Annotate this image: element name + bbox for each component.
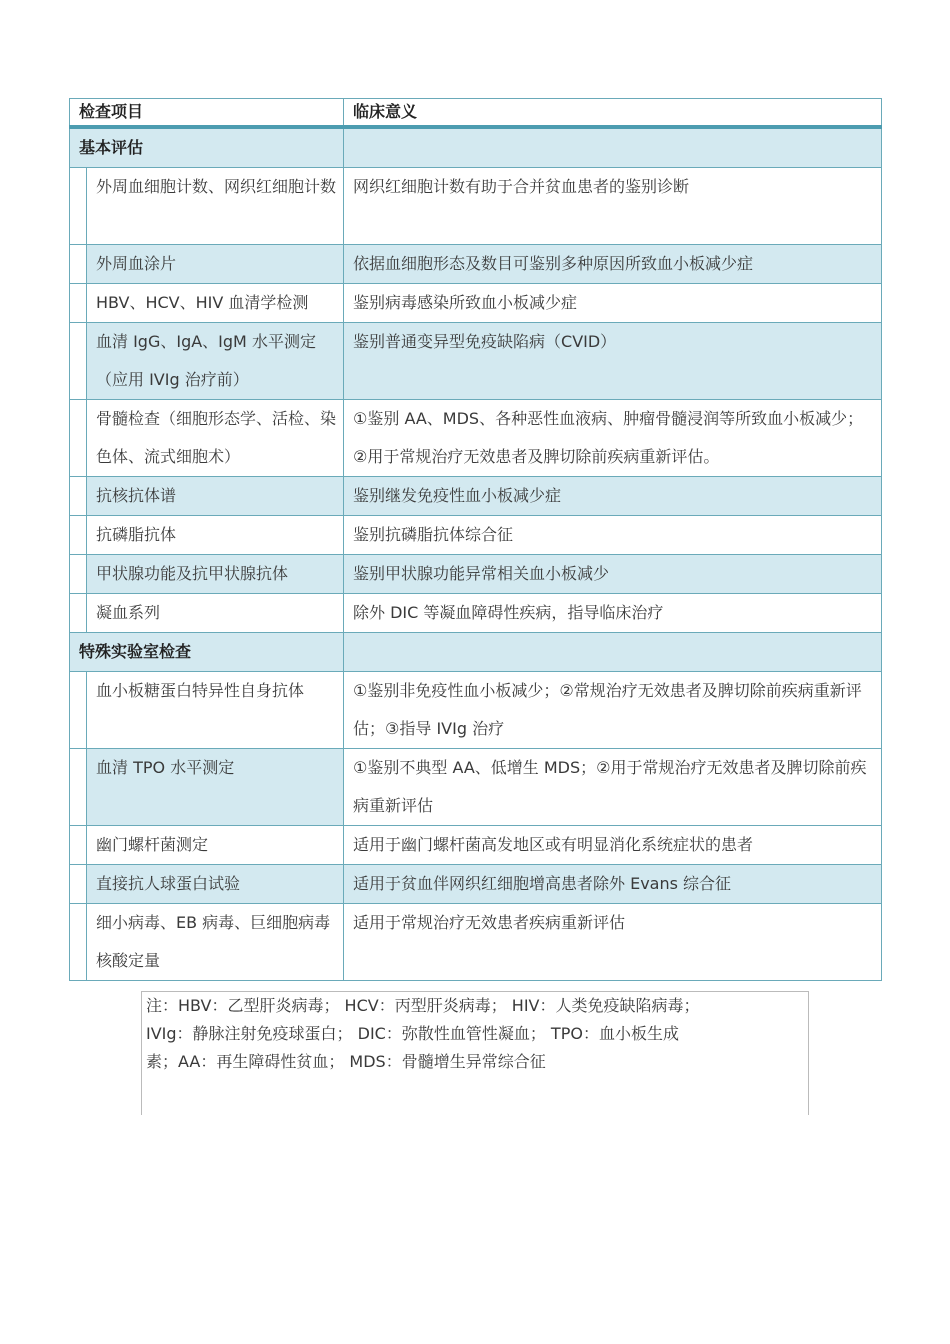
table-row bbox=[70, 245, 882, 284]
table-row bbox=[70, 168, 882, 245]
section-title: 特殊实验室检查 bbox=[79, 642, 192, 661]
header-col-meaning: 临床意义 bbox=[344, 99, 882, 128]
table-row bbox=[70, 323, 882, 400]
row-item: 幽门螺杆菌测定 bbox=[96, 835, 209, 854]
row-item: 甲状腺功能及抗甲状腺抗体 bbox=[96, 564, 289, 583]
row-meaning: 网织红细胞计数有助于合并贫血患者的鉴别诊断 bbox=[353, 177, 690, 196]
row-item: 血清 TPO 水平测定 bbox=[96, 758, 235, 777]
row-item: 抗磷脂抗体 bbox=[96, 525, 177, 544]
row-meaning: ①鉴别不典型 AA、低增生 MDS；②用于常规治疗无效患者及脾切除前疾病重新评估 bbox=[353, 758, 867, 815]
row-item: 骨髓检查（细胞形态学、活检、染色体、流式细胞术） bbox=[96, 409, 337, 466]
table-row bbox=[70, 672, 882, 749]
row-item: 细小病毒、EB 病毒、巨细胞病毒核酸定量 bbox=[96, 913, 331, 970]
section-title: 基本评估 bbox=[79, 138, 144, 157]
footnote-line: 素；AA：再生障碍性贫血； MDS：骨髓增生异常综合征 bbox=[146, 1052, 546, 1071]
header-col-item: 检查项目 bbox=[70, 99, 344, 128]
table-row bbox=[70, 865, 882, 904]
table-row bbox=[70, 826, 882, 865]
section-row bbox=[70, 127, 882, 168]
row-item: 直接抗人球蛋白试验 bbox=[96, 874, 241, 893]
row-meaning: 除外 DIC 等凝血障碍性疾病，指导临床治疗 bbox=[353, 603, 664, 622]
row-meaning: 适用于幽门螺杆菌高发地区或有明显消化系统症状的患者 bbox=[353, 835, 754, 854]
row-meaning: 鉴别继发免疫性血小板减少症 bbox=[353, 486, 562, 505]
row-meaning: 鉴别病毒感染所致血小板减少症 bbox=[353, 293, 578, 312]
table-row bbox=[70, 904, 882, 981]
row-item: 凝血系列 bbox=[96, 603, 161, 622]
table-row bbox=[70, 594, 882, 633]
row-meaning: 依据血细胞形态及数目可鉴别多种原因所致血小板减少症 bbox=[353, 254, 754, 273]
row-meaning: 鉴别普通变异型免疫缺陷病（CVID） bbox=[353, 332, 617, 351]
section-row bbox=[70, 633, 882, 672]
table-header-row bbox=[70, 99, 882, 128]
footnote-line: IVIg：静脉注射免疫球蛋白； DIC：弥散性血管性凝血； TPO：血小板生成 bbox=[146, 1024, 679, 1043]
row-item: 血小板糖蛋白特异性自身抗体 bbox=[96, 681, 305, 700]
table-row bbox=[70, 477, 882, 516]
row-meaning: 适用于贫血伴网织红细胞增高患者除外 Evans 综合征 bbox=[353, 874, 732, 893]
row-item: HBV、HCV、HIV 血清学检测 bbox=[96, 293, 309, 312]
table-row bbox=[70, 284, 882, 323]
row-meaning: ①鉴别 AA、MDS、各种恶性血液病、肿瘤骨髓浸润等所致血小板减少；②用于常规治疗无效患者及脾切除前疾病重新评估。 bbox=[353, 409, 864, 466]
row-item: 外周血细胞计数、网织红细胞计数 bbox=[96, 177, 337, 196]
row-item: 血清 IgG、IgA、IgM 水平测定（应用 IVIg 治疗前） bbox=[96, 332, 316, 389]
row-item: 外周血涂片 bbox=[96, 254, 177, 273]
row-meaning: ①鉴别非免疫性血小板减少；②常规治疗无效患者及脾切除前疾病重新评估；③指导 IVIg 治疗 bbox=[353, 681, 862, 738]
table-row bbox=[70, 555, 882, 594]
table-row bbox=[70, 400, 882, 477]
row-meaning: 适用于常规治疗无效患者疾病重新评估 bbox=[353, 913, 626, 932]
table-row bbox=[70, 516, 882, 555]
row-meaning: 鉴别抗磷脂抗体综合征 bbox=[353, 525, 514, 544]
exam-table bbox=[69, 98, 882, 981]
row-item: 抗核抗体谱 bbox=[96, 486, 177, 505]
row-meaning: 鉴别甲状腺功能异常相关血小板减少 bbox=[353, 564, 610, 583]
footnote-line: 注：HBV：乙型肝炎病毒； HCV：丙型肝炎病毒； HIV：人类免疫缺陷病毒； bbox=[146, 996, 700, 1015]
footnote-box bbox=[141, 991, 809, 1115]
table-row bbox=[70, 749, 882, 826]
